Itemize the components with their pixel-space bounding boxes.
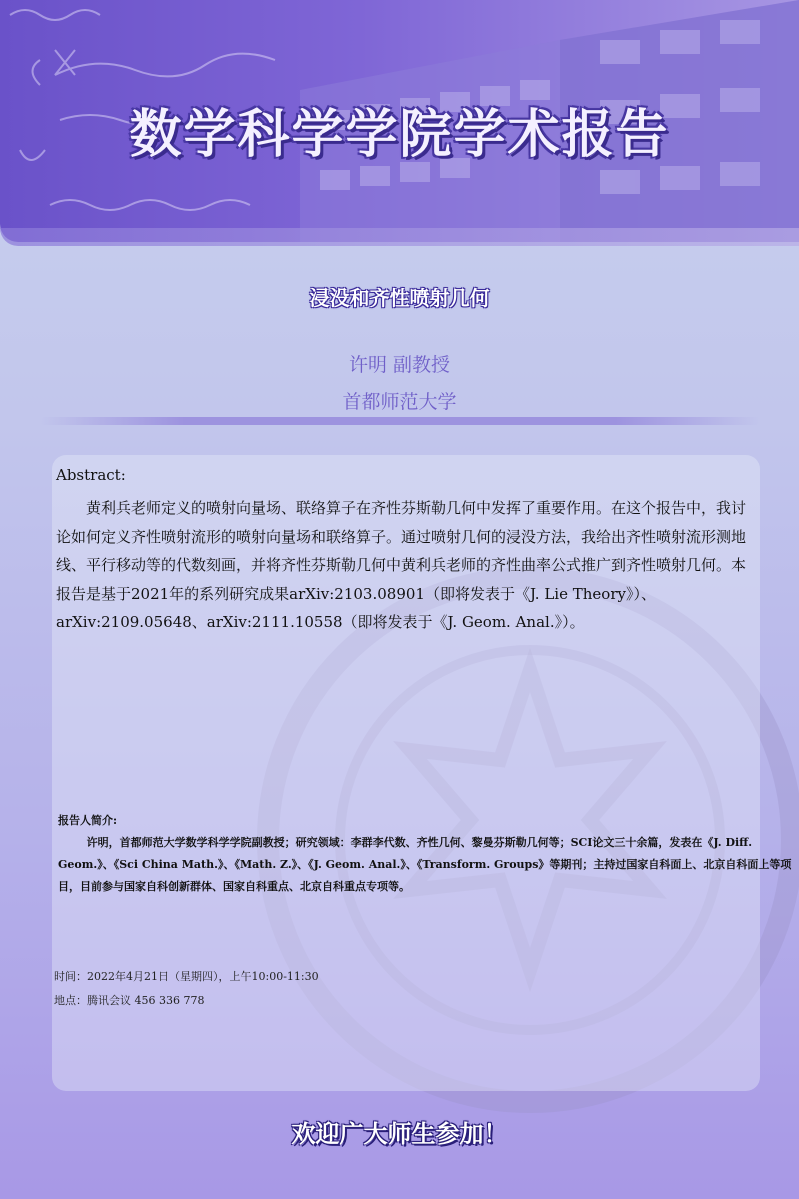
speaker-affiliation: 首都师范大学 [342, 391, 457, 413]
welcome-message: 欢迎广大师生参加！ [291, 1120, 508, 1148]
banner-title: 数学科学学院学术报告 [129, 105, 670, 165]
abstract-text: 黄利兵老师定义的喷射向量场、联络算子在齐性芬斯勒几何中发挥了重要作用。在这个报告中，我讨论如何定义齐性喷射流形的喷射向量场和联络算子。通过喷射几何的浸没方法，我给出齐性喷射流形测地线、平行移动等的代数刻画，并将齐性芬斯勒几何中黄利兵老师的齐性曲率公式推广到齐性喷射几何。本报告是基于2021年的系列研究成果arXiv:2103.08901（即将发表于《J. Lie Theory》）、arXiv:2109.05648、arXiv:2111.10558（即将发表于《J. Geom. Anal.》）。 [56, 499, 747, 631]
talk-title: 浸没和齐性喷射几何 [309, 286, 490, 310]
section-divider [40, 417, 760, 425]
bio-text: 许明，首都师范大学数学科学学院副教授；研究领域：李群李代数、齐性几何、黎曼芬斯勒几何等；SCI论文三十余篇，发表在《J. Diff. Geom.》、《Sci China Math.》、《Math. Z.》、《J. Geom. Anal.》、《Transform. Groups》等期刊；主持过国家自科面上、北京自科面上等项目，目前参与国家自科创新群体、国家自科重点、北京自科重点专项等。 [58, 836, 792, 893]
event-time: 时间：2022年4月21日（星期四），上午10:00-11:30 [54, 970, 319, 983]
bio-label: 报告人简介: [58, 814, 118, 827]
event-place: 地点：腾讯会议 456 336 778 [54, 994, 205, 1007]
speaker-name: 许明 副教授 [348, 354, 451, 376]
abstract-label: Abstract: [56, 466, 126, 484]
header-banner [0, 0, 799, 242]
banner-edge [0, 228, 799, 246]
